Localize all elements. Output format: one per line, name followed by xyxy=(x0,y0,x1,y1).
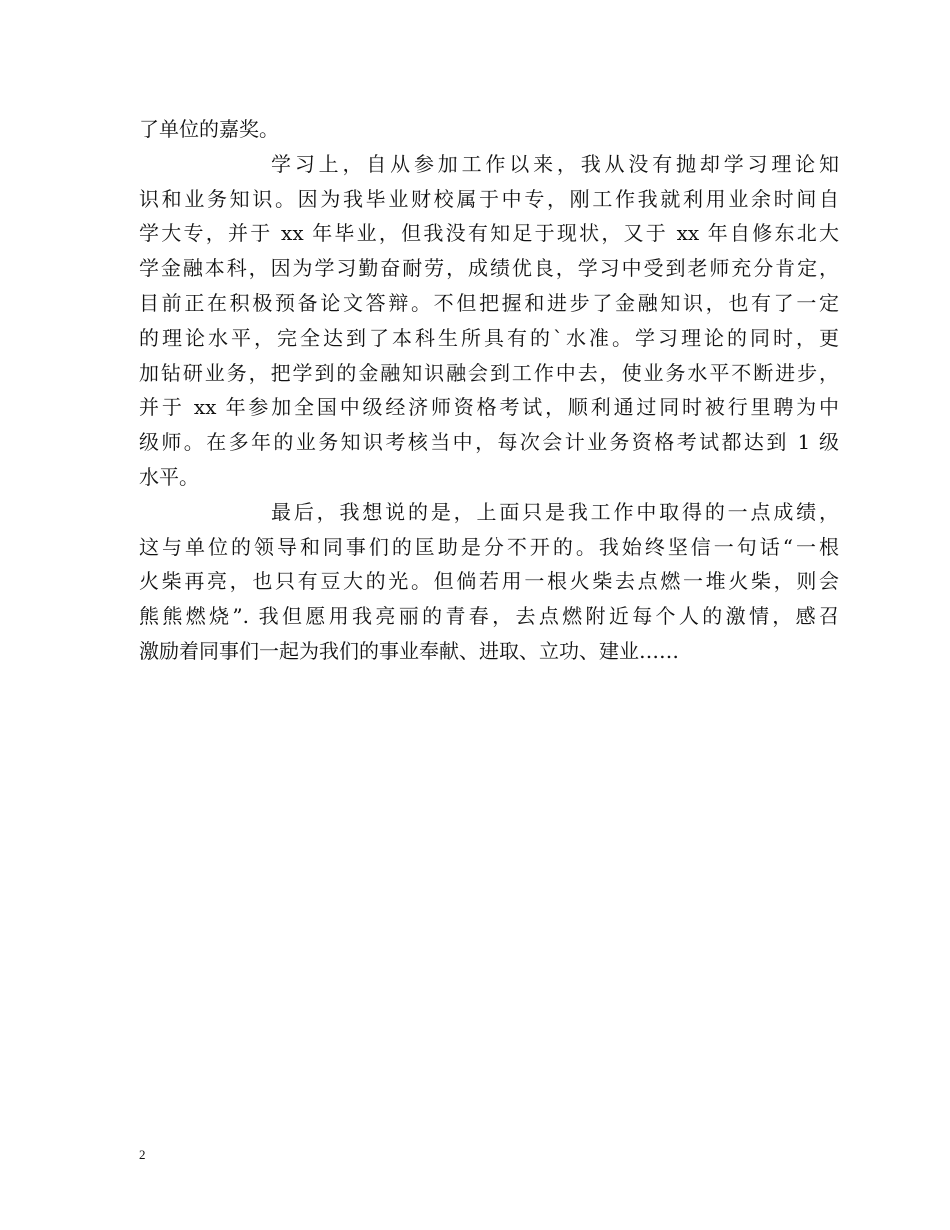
text-line: 识和业务知识。因为我毕业财校属于中专，刚工作我就利用业余时间自 xyxy=(139,186,839,211)
text-line: 学大专，并于 xx 年毕业，但我没有知足于现状，又于 xx 年自修东北大 xyxy=(139,221,839,246)
text-line: 目前正在积极预备论文答辩。不但把握和进步了金融知识，也有了一定 xyxy=(139,290,839,315)
paragraph-first-line: 最后，我想说的是，上面只是我工作中取得的一点成绩， xyxy=(271,499,839,524)
text-line: 加钻研业务，把学到的金融知识融会到工作中去，使业务水平不断进步， xyxy=(139,360,839,385)
text-line: 激励着同事们一起为我们的事业奉献、进取、立功、建业…… xyxy=(139,638,679,663)
text-line: 学金融本科，因为学习勤奋耐劳，成绩优良，学习中受到老师充分肯定， xyxy=(139,256,839,281)
text-line: 水平。 xyxy=(139,464,199,489)
body-text xyxy=(139,112,839,669)
text-line: 火柴再亮，也只有豆大的光。但倘若用一根火柴去点燃一堆火柴，则会 xyxy=(139,569,839,594)
text-line: 这与单位的领导和同事们的匡助是分不开的。我始终坚信一句话“一根 xyxy=(139,534,839,559)
text-line: 并于 xx 年参加全国中级经济师资格考试，顺利通过同时被行里聘为中 xyxy=(139,395,839,420)
text-line: 熊熊燃烧”. 我但愿用我亮丽的青春，去点燃附近每个人的激情，感召 xyxy=(139,604,839,629)
page-number: 2 xyxy=(139,1147,146,1162)
text-line: 了单位的嘉奖。 xyxy=(139,117,279,141)
text-line: 的理论水平，完全达到了本科生所具有的`水准。学习理论的同时，更 xyxy=(139,325,839,350)
paragraph-first-line: 学习上，自从参加工作以来，我从没有抛却学习理论知 xyxy=(271,151,839,176)
text-line: 级师。在多年的业务知识考核当中，每次会计业务资格考试都达到 1 级 xyxy=(139,430,839,455)
